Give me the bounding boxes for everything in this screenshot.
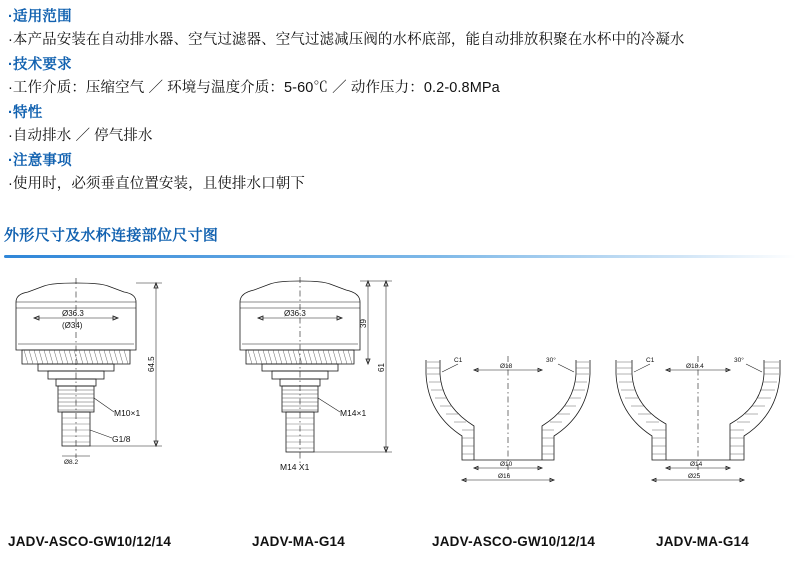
section-body-scope: ·本产品安装在自动排水器、空气过滤器、空气过滤减压阀的水杯底部，能自动排放积聚在水杯中的冷凝水 (8, 32, 685, 48)
section-divider (4, 255, 796, 258)
drawing-jadv-ma-g14 (228, 272, 418, 522)
section-body-tech: ·工作介质：压缩空气 ／ 环境与温度介质：5-60℃ ／ 动作压力：0.2-0.8MPa (8, 80, 500, 96)
dim-bottom-dia: Ø8.2 (64, 459, 79, 466)
dimension-section-title: 外形尺寸及水杯连接部位尺寸图 (4, 227, 219, 244)
drawing-cup-ma (608, 352, 788, 492)
caption-2: JADV-MA-G14 (252, 534, 345, 549)
drawings-area (0, 272, 800, 534)
specification-block (0, 0, 800, 196)
caption-row (0, 534, 800, 564)
dim-chamfer-left-3: C1 (454, 357, 463, 364)
dim-chamfer-left-4: C1 (646, 357, 655, 364)
dim-thread-g18: G1/8 (112, 434, 131, 444)
dim-outer-4: Ø25 (688, 473, 701, 480)
caption-4: JADV-MA-G14 (656, 534, 749, 549)
section-heading-features: ·特性 (8, 105, 43, 121)
caption-1: JADV-ASCO-GW10/12/14 (8, 534, 172, 549)
caption-3: JADV-ASCO-GW10/12/14 (432, 534, 596, 549)
dim-thread-m10: M10×1 (114, 408, 141, 418)
section-body-features: ·自动排水 ／ 停气排水 (8, 128, 153, 144)
section-body-notes: ·使用时，必须垂直位置安装，且使排水口朝下 (8, 176, 305, 192)
drawing-jadv-asco-gw (4, 272, 194, 522)
dim-inner-4: Ø14 (690, 461, 703, 468)
dim-height-39: 39 (359, 319, 368, 328)
dim-outer-3: Ø16 (498, 473, 511, 480)
dim-thread-m14: M14×1 (340, 408, 367, 418)
dim-inner-3: Ø10 (500, 461, 513, 468)
dim-top-dia: Ø36.3 (62, 309, 84, 318)
dim-height-645: 64.5 (147, 356, 156, 372)
section-heading-notes: ·注意事项 (8, 153, 72, 169)
dim-top-dia-alt: (Ø34) (62, 321, 83, 330)
drawing-cup-asco (418, 352, 598, 492)
section-heading-tech: ·技术要求 (8, 57, 72, 73)
dim-bore-4: Ø18.4 (686, 363, 704, 370)
dim-height-61: 61 (377, 363, 386, 372)
dim-thread-m14-bottom: M14 X1 (280, 462, 310, 472)
dim-chamfer-right-4: 30° (734, 357, 744, 364)
dim-top-dia-2: Ø36.3 (284, 309, 306, 318)
section-heading-scope: ·适用范围 (8, 9, 72, 25)
dim-chamfer-right-3: 30° (546, 357, 556, 364)
dim-bore-3: Ø18 (500, 363, 513, 370)
